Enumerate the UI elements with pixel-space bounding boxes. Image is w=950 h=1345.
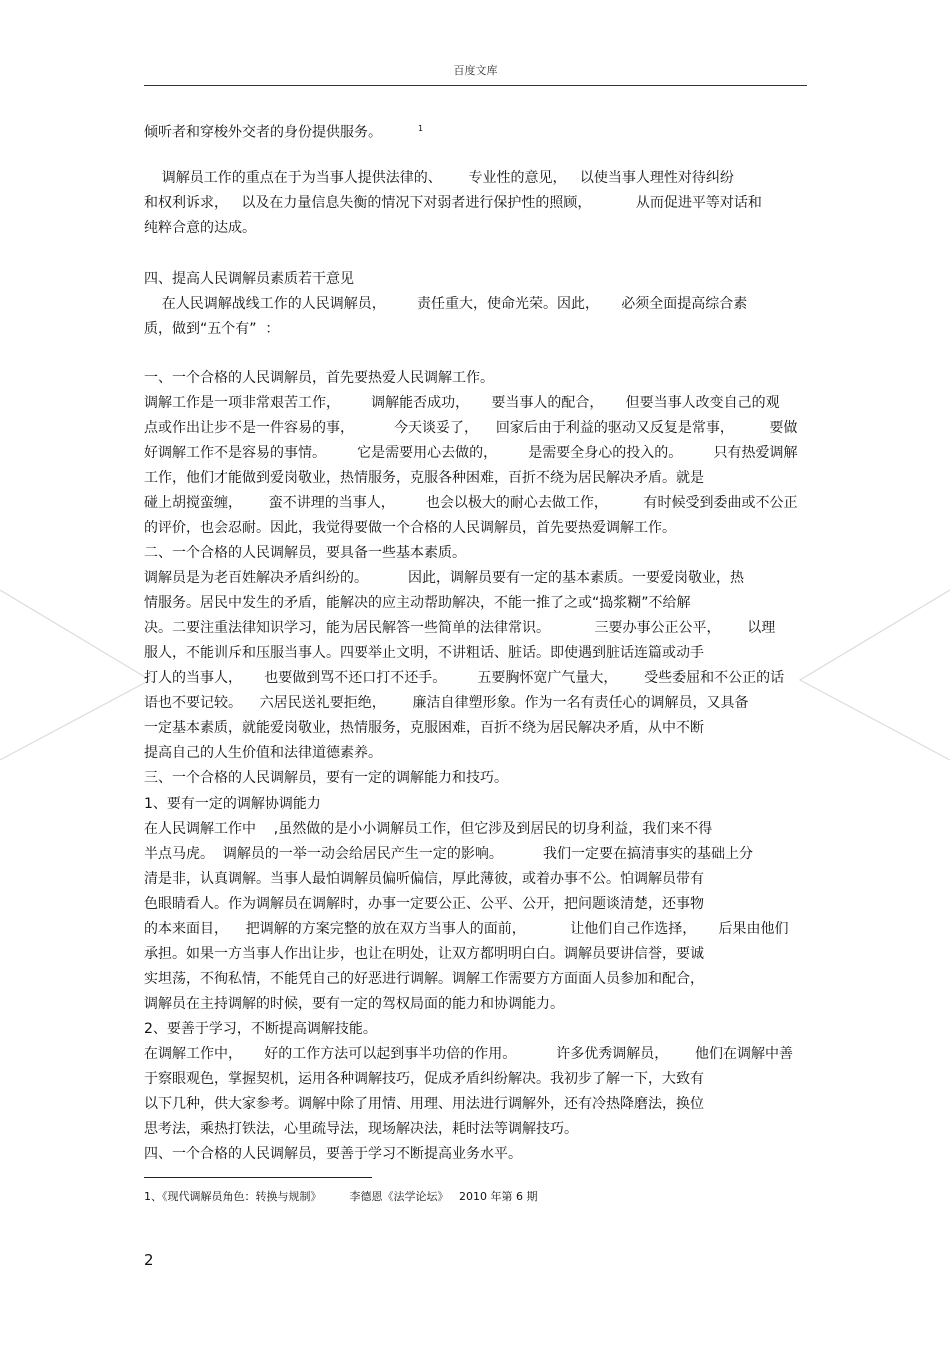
footnote: 1、《现代调解员角色：转换与规制》 李德恩《法学论坛》 2010 年第 6 期 [144,1190,538,1203]
text-line-content: 一、一个合格的人民调解员，首先要热爱人民调解工作。 [144,370,494,386]
text-line-content: 2、要善于学习，不断提高调解技能。 [144,1021,377,1037]
text-line [144,220,256,236]
text-line-content: 四、一个合格的人民调解员，要善于学习不断提高业务水平。 [144,1146,522,1162]
text-line [144,271,354,287]
text-line-content: 的本来面目， 把调解的方案完整的放在双方当事人的面前， 让他们自己作选择， 后果由他们 [144,921,789,937]
text-line [144,695,749,711]
text-line [144,796,321,812]
text-line [144,996,564,1012]
text-line [144,745,382,761]
text-line [144,645,704,661]
text-line-content: 决。二要注重法律知识学习，能为居民解答一些简单的法律常识。 三要办事公正公平， 以理 [144,620,776,636]
text-line [144,1071,704,1087]
text-line [144,445,797,461]
text-line-content: 纯粹合意的达成。 [144,220,256,236]
text-line [144,545,466,561]
footnote-rule [144,1177,372,1178]
text-line-content: 四、提高人民调解员素质若干意见 [144,271,354,287]
text-line [144,395,780,411]
text-line-content: 语也不要记较。 六居民送礼要拒绝， 廉洁自律塑形象。作为一名有责任心的调解员，又具备 [144,695,749,711]
text-line-content: 三、一个合格的人民调解员，要有一定的调解能力和技巧。 [144,770,508,786]
text-line [144,1146,522,1162]
text-line [144,495,797,511]
text-line [144,921,789,937]
text-line-content: 调解员是为老百姓解决矛盾纠纷的。 因此，调解员要有一定的基本素质。一要爱岗敬业，热 [144,570,745,586]
text-line-content: 半点马虎。 调解员的一举一动会给居民产生一定的影响。 我们一定要在搞清事实的基础上分 [144,846,753,862]
text-line [144,420,797,436]
text-line-content: 情服务。居民中发生的矛盾，能解决的应主动帮助解决，不能一推了之或“捣浆糊”不给解 [144,595,691,611]
text-line-content: 碰上胡搅蛮缠， 蛮不讲理的当事人， 也会以极大的耐心去做工作， 有时候受到委曲或不公正 [144,495,798,511]
text-line-content: 1、要有一定的调解协调能力 [144,796,321,812]
text-line-content: 提高自己的人生价值和法律道德素养。 [144,745,382,761]
text-line-content: 好调解工作不是容易的事情。 它是需要用心去做的， 是需要全身心的投入的。 只有热爱调解 [144,445,798,461]
text-line-content: 和权利诉求， 以及在力量信息失衡的情况下对弱者进行保护性的照顾， 从而促进平等对话和 [144,195,762,211]
text-line-content: 调解工作是一项非常艰苦工作， 调解能否成功， 要当事人的配合， 但要当事人改变自己的观 [144,395,780,411]
text-line-content: 思考法，乘热打铁法，心里疏导法，现场解决法，耗时法等调解技巧。 [144,1121,578,1137]
text-line [144,821,712,837]
text-line-content: 色眼睛看人。作为调解员在调解时，办事一定要公正、公平、公开，把问题谈清楚，还事物 [144,896,704,912]
text-line-content: 服人，不能训斥和压服当事人。四要举止文明，不讲粗话、脏话。即使遇到脏话连篇或动手 [144,645,704,661]
text-line [144,620,775,636]
text-line [144,370,494,386]
text-line [144,296,747,312]
text-line [144,470,704,486]
header-rule [144,85,807,86]
text-line [144,170,734,186]
text-line-content: 二、一个合格的人民调解员，要具备一些基本素质。 [144,545,466,561]
text-line-content: 调解员工作的重点在于为当事人提供法律的、 专业性的意见， 以使当事人理性对待纠纷 [144,170,734,186]
text-line [144,896,704,912]
text-line [144,1096,704,1112]
text-line [144,946,704,962]
text-line-content: 清是非，认真调解。当事人最怕调解员偏听偏信，厚此薄彼，或着办事不公。怕调解员带有 [144,871,704,887]
text-line-content: 倾听者和穿梭外交者的身份提供服务。 [144,124,382,141]
text-line-content: 实坦荡，不徇私情，不能凭自己的好恶进行调解。调解工作需要方方面面人员参加和配合， [144,971,704,987]
text-line [144,1121,578,1137]
text-line [144,871,704,887]
text-line [144,770,508,786]
text-line-content: 于察眼观色，掌握契机，运用各种调解技巧，促成矛盾纠纷解决。我初步了解一下，大致有 [144,1071,704,1087]
text-line [144,121,423,141]
page-header: 百度文库 [453,64,498,77]
text-line [144,1021,377,1037]
text-line [144,846,753,862]
text-line-content: 的评价，也会忍耐。因此，我觉得要做一个合格的人民调解员，首先要热爱调解工作。 [144,520,676,536]
text-line [144,321,279,337]
text-line-content: 在人民调解战线工作的人民调解员， 责任重大，使命光荣。因此， 必须全面提高综合素 [144,296,748,312]
text-line [144,720,704,736]
footnote-marker: 1 [418,124,424,133]
text-line [144,595,691,611]
text-line [144,1046,793,1062]
text-line-content: 调解员在主持调解的时候，要有一定的驾权局面的能力和协调能力。 [144,996,564,1012]
text-line-content: 承担。如果一方当事人作出让步，也让在明处，让双方都明明白白。调解员要讲信誉，要诚 [144,946,704,962]
text-line [144,520,676,536]
text-line-content: 点或作出让步不是一件容易的事， 今天谈妥了， 回家后由于利益的驱动又反复是常事， 要做 [144,420,798,436]
page-number: 2 [144,1251,154,1269]
text-line [144,570,744,586]
text-line-content: 打人的当事人， 也要做到骂不还口打不还手。 五要胸怀宽广气量大， 受些委屈和不公正的话 [144,670,785,686]
text-line-content: 在人民调解工作中 ,虽然做的是小小调解员工作，但它涉及到居民的切身利益，我们来不得 [144,821,713,837]
text-line-content: 以下几种，供大家参考。调解中除了用情、用理、用法进行调解外，还有冷热降磨法，换位 [144,1096,704,1112]
text-line-content: 工作，他们才能做到爱岗敬业，热情服务，克服各种困难，百折不绕为居民解决矛盾。就是 [144,470,704,486]
text-line-content: 在调解工作中， 好的工作方法可以起到事半功倍的作用。 许多优秀调解员， 他们在调解中善 [144,1046,794,1062]
text-line [144,195,762,211]
text-line [144,971,704,987]
text-line [144,670,784,686]
text-line-content: 质，做到“五个有” ： [144,321,280,337]
text-line-content: 一定基本素质，就能爱岗敬业，热情服务，克服困难，百折不绕为居民解决矛盾，从中不断 [144,720,704,736]
